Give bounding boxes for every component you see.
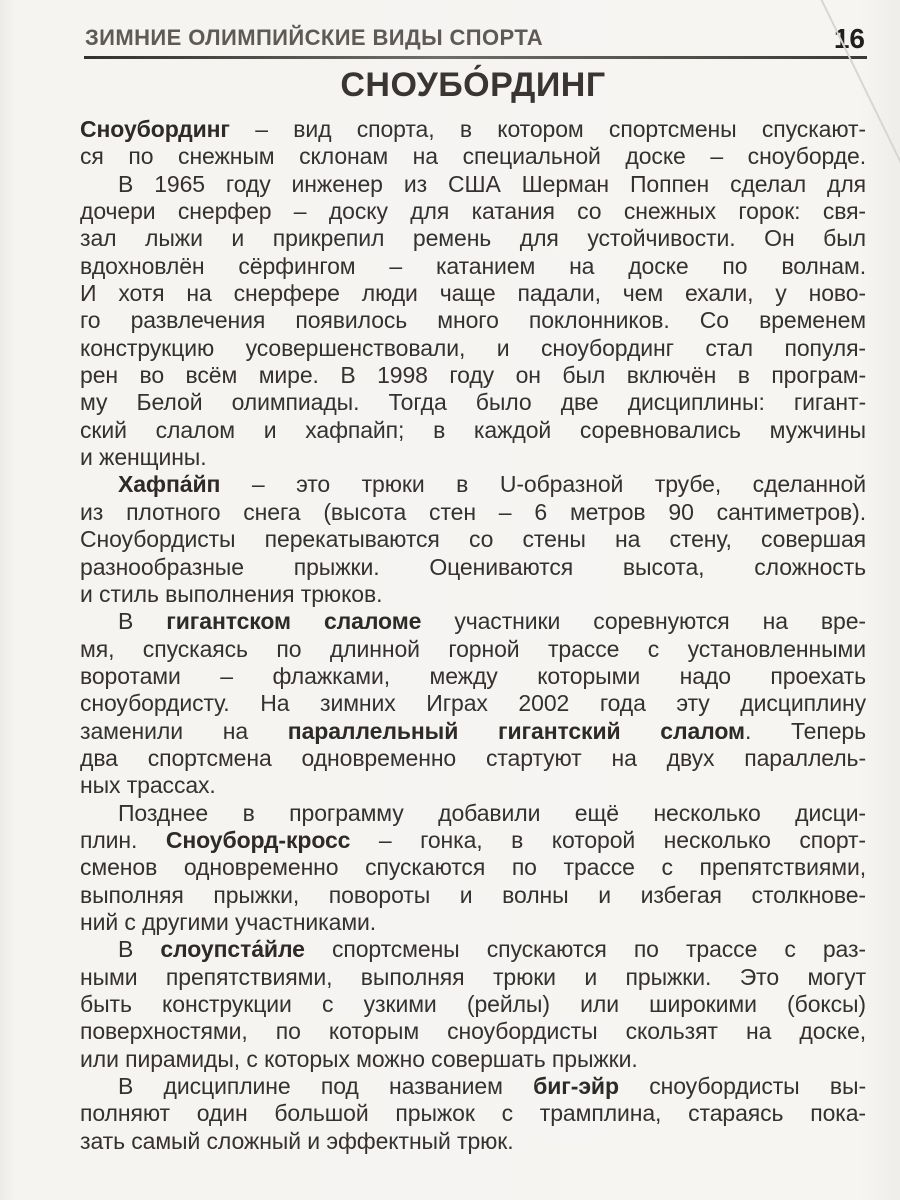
text-run: и женщины. [80,444,207,471]
bold-term: биг-эйр [533,1073,619,1100]
text-run: мя, спускаясь по длинной горной трассе с установленными [80,635,866,662]
text-run: Позднее в программу добавили ещё несколько дисци- [118,799,866,826]
running-header [85,22,867,56]
text-line [80,307,866,334]
text-line [80,1128,866,1155]
text-run: В [118,936,161,963]
text-line [80,171,866,198]
text-line [80,581,866,608]
text-run: заменили на [80,717,288,744]
text-run: В [118,608,167,635]
page-number: 16 [833,23,865,54]
text-line [80,909,866,936]
text-run: два спортсмена одновременно стартуют на двух параллель- [80,744,866,771]
text-line [80,745,866,772]
text-run: В 1965 году инженер из США Шерман Поппен сделал для [118,170,866,197]
text-line [80,636,866,663]
text-run: зал лыжи и прикрепил ремень для устойчивости. Он был [80,225,866,252]
text-run: конструкцию усовершенствовали, и сноубординг стал популя- [80,334,866,361]
text-run: му Белой олимпиады. Тогда было две дисциплины: гигант- [80,389,866,416]
text-run: . Теперь [744,717,866,744]
text-line [80,335,866,362]
text-line [80,526,866,553]
text-line [80,444,866,471]
text-line [80,936,866,963]
text-line [80,362,866,389]
bold-term: слоупста́йле [160,936,305,963]
text-line [80,143,866,170]
text-run: или пирамиды, с которых можно совершать прыжки. [80,1045,638,1072]
header-rule [84,56,867,59]
text-line [80,991,866,1018]
text-run: ский слалом и хафпайп; в каждой соревновались мужчины [80,416,866,443]
text-run: ных трассах. [80,772,216,799]
text-line [80,608,866,635]
text-run: выполняя прыжки, повороты и волны и избегая столкнове- [80,881,866,908]
text-run: Сноубордисты перекатываются со стены на стену, совершая [80,526,866,553]
text-run: из плотного снега (высота стен – 6 метров 90 сантиметров). [80,498,866,525]
text-run: – гонка, в которой несколько спорт- [350,826,866,853]
article-body [80,116,866,1155]
page-title: СНОУБО́РДИНГ [340,66,606,104]
text-run: воротами – флажками, между которыми надо проехать [80,662,866,689]
text-line [80,554,866,581]
text-line [80,389,866,416]
bold-term: параллельный гигантский слалом [287,717,745,744]
text-run: разнообразные прыжки. Оцениваются высота, сложность [80,553,866,580]
text-run: го развлечения появилось много поклонников. Со временем [80,307,866,334]
text-line [80,1018,866,1045]
text-line [80,417,866,444]
text-run: и стиль выполнения трюков. [80,580,383,607]
text-run: участники соревнуются на вре- [421,608,866,635]
text-run: – вид спорта, в котором спортсмены спускают- [229,116,866,142]
text-line [80,964,866,991]
text-line [80,663,866,690]
bold-term: Сноуборд-кросс [165,826,351,853]
text-run: рен во всём мире. В 1998 году он был включён в програм- [80,362,866,389]
text-run: дочери снерфер – доску для катания со снежных горок: свя- [80,198,866,225]
text-line [80,499,866,526]
text-line [80,800,866,827]
text-line [80,1046,866,1073]
text-run: вдохновлён сёрфингом – катанием на доске по волнам. [80,252,866,279]
text-line [80,198,866,225]
text-run: поверхностями, по которым сноубордисты скользят на доске, [80,1018,866,1045]
text-line [80,253,866,280]
text-run: полняют один большой прыжок с трамплина, стараясь пока- [80,1100,866,1127]
text-line [80,854,866,881]
text-line [80,1100,866,1127]
text-line [80,690,866,717]
text-run: сноубордисты вы- [618,1073,867,1100]
text-line [80,772,866,799]
text-run: сноубордисту. На зимних Играх 2002 года эту дисциплину [80,690,866,717]
text-run: спортсмены спускаются по трассе с раз- [304,936,866,963]
text-run: ний с другими участниками. [80,908,377,935]
text-run: зать самый сложный и эффектный трюк. [80,1127,514,1154]
running-header-title: ЗИМНИЕ ОЛИМПИЙСКИЕ ВИДЫ СПОРТА [85,25,544,50]
text-line [80,280,866,307]
text-run: – это трюки в U-образной трубе, сделанной [220,471,866,498]
text-run: плин. [80,826,166,853]
text-line [80,718,866,745]
text-line [80,827,866,854]
text-run: И хотя на снерфере люди чаще падали, чем ехали, у ново- [80,280,866,307]
text-run: В дисциплине под названием [118,1073,534,1100]
text-run: ными препятствиями, выполняя трюки и прыжки. Это могут [80,963,866,990]
text-run: быть конструкции с узкими (рейлы) или широкими (боксы) [80,991,866,1017]
bold-term: Хафпа́йп [118,471,221,498]
text-line [80,225,866,252]
text-run: сменов одновременно спускаются по трассе с препятствиями, [80,854,866,881]
bold-term: Сноубординг [80,116,230,142]
text-line [80,116,866,143]
text-line [80,1073,866,1100]
text-run: ся по снежным склонам на специальной доске – сноуборде. [80,143,866,170]
bold-term: гигантском слаломе [166,608,422,635]
text-line [80,882,866,909]
text-line [80,471,866,498]
